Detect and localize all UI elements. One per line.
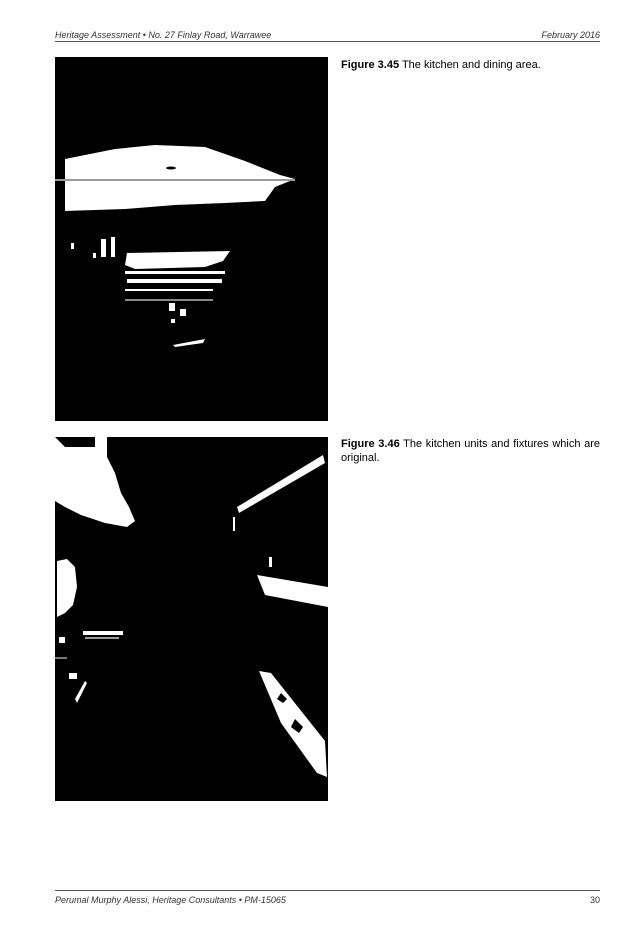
figure-3-46-caption bbox=[341, 437, 600, 465]
page-number: 30 bbox=[589, 895, 600, 905]
header-document-title: Heritage Assessment • No. 27 Finlay Road, Warrawee bbox=[55, 30, 272, 40]
header-date: February 2016 bbox=[541, 30, 600, 40]
figure-3-46-label: Figure 3.46 bbox=[341, 438, 400, 450]
page-header bbox=[55, 28, 600, 42]
figure-3-45-label: Figure 3.45 bbox=[341, 59, 400, 71]
figure-kitchen-units-photo bbox=[55, 437, 328, 801]
figure-kitchen-dining-photo bbox=[55, 57, 328, 421]
header-rule bbox=[55, 41, 600, 42]
page-footer bbox=[55, 893, 600, 907]
footer-company: Perumal Murphy Alessi, Heritage Consultants • PM-15065 bbox=[55, 895, 286, 905]
figure-3-45-text: The kitchen and dining area. bbox=[401, 59, 541, 71]
figure-3-46-text: The kitchen units and fixtures which are original. bbox=[341, 438, 600, 464]
kitchen-units-photo-image bbox=[55, 437, 328, 801]
figure-3-45-caption bbox=[341, 58, 600, 72]
kitchen-dining-photo-image bbox=[55, 57, 328, 421]
footer-rule bbox=[55, 890, 600, 891]
